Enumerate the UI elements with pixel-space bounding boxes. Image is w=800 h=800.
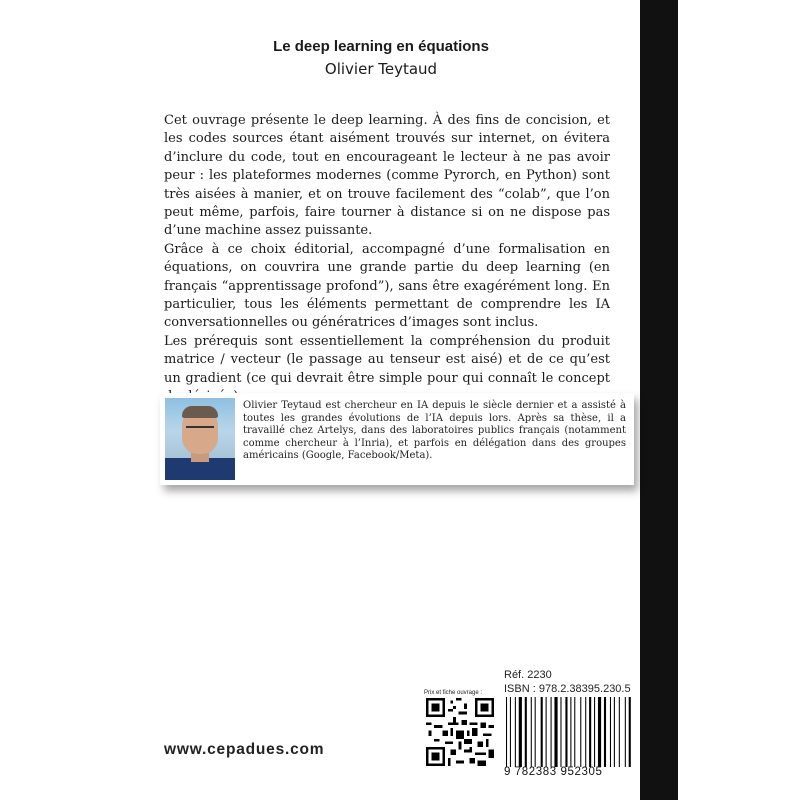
- author-bio-box: [160, 393, 634, 485]
- description-paragraph: Grâce à ce choix éditorial, accompagné d’une formalisation en équations, on couvrira une grande partie du deep learning (en français “apprentissage profond”), sans être exagérément long. En particulier, tous les éléments permettant de comprendre les IA conversationnelles ou génératrices d’images sont inclus.: [164, 241, 610, 331]
- reference-block: [504, 668, 631, 696]
- author-photo: [165, 398, 235, 480]
- book-author: Olivier Teytaud: [324, 60, 438, 78]
- book-title: Le deep learning en équations: [273, 38, 489, 55]
- isbn: ISBN : 978.2.38395.230.5: [504, 683, 631, 695]
- book-spine: [640, 0, 678, 800]
- isbn-barcode: [504, 697, 634, 767]
- qr-label: Prix et fiche ouvrage :: [424, 690, 483, 696]
- reference-number: Réf. 2230: [504, 669, 552, 681]
- author-bio-text: Olivier Teytaud est chercheur en IA depuis le siècle dernier et a assisté à toutes les grandes évolutions de l’IA depuis lors. Après sa thèse, il a travaillé chez Artelys, dans des laboratoires publics français (notamment comme chercheur à l’Inria), et parfois en délégation dans des groupes américains (Google, Facebook/Meta).: [243, 400, 626, 462]
- description: [164, 112, 610, 407]
- description-paragraph: Cet ouvrage présente le deep learning. À des fins de concision, et les codes sources étant aisément trouvés sur internet, on évitera d’inclure du code, tout en encourageant le lecteur à ne pas avoir peur : les plateformes modernes (comme Pyrorch, en Python) sont très aisées à manier, et on trouve facilement des “colab”, que l’on peut même, parfois, faire tourner à distance si on ne dispose pas d’une machine assez puissante.: [164, 113, 610, 239]
- barcode-number: 9 782383 952305: [504, 766, 603, 778]
- description-paragraph: Les prérequis sont essentiellement la compréhension du produit matrice / vecteur (le passage au tenseur est aisé) et de ce qu’est un gradient (ce qui devrait être simple pour qui connaît le concept: [164, 333, 610, 386]
- qr-code[interactable]: [426, 698, 494, 766]
- publisher-website[interactable]: www.cepadues.com: [164, 741, 325, 758]
